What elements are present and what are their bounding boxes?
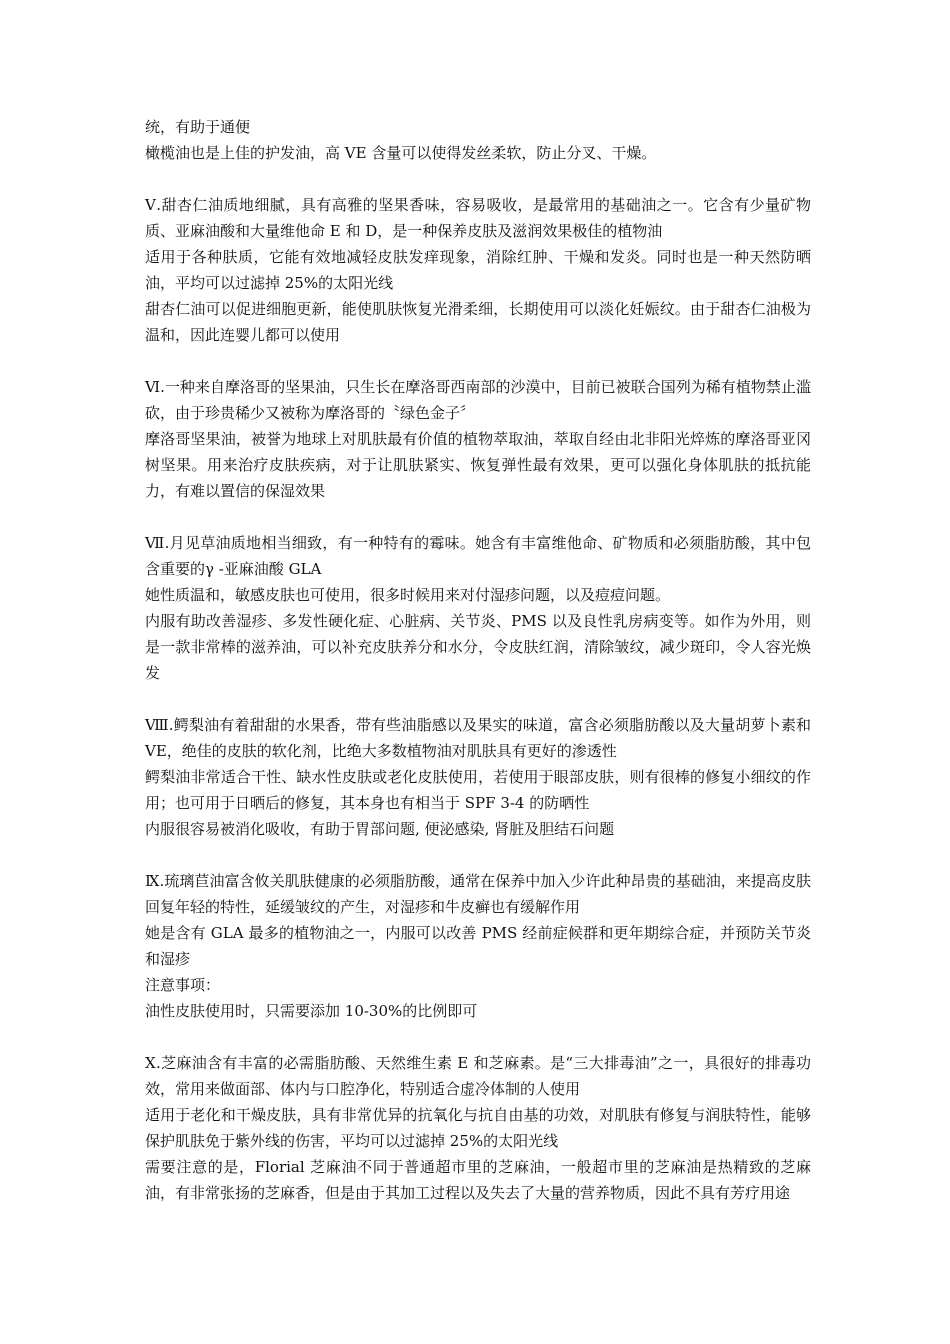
- paragraph: 内服很容易被消化吸收，有助于胃部问题, 便泌感染, 肾脏及胆结石问题: [145, 820, 615, 838]
- paragraph: Ⅷ.鳄梨油有着甜甜的水果香，带有些油脂感以及果实的味道，富含必须脂肪酸以及大量胡萝卜素和 VE，绝佳的皮肤的软化剂，比绝大多数植物油对肌肤具有更好的渗透性: [145, 716, 811, 760]
- paragraph: 适用于老化和干燥皮肤，具有非常优异的抗氧化与抗自由基的功效，对肌肤有修复与润肤特性，能够保护肌肤免于紫外线的伤害，平均可以过滤掉 25%的太阳光线: [145, 1106, 811, 1150]
- paragraph: 需要注意的是，Florial 芝麻油不同于普通超市里的芝麻油，一般超市里的芝麻油是热精致的芝麻油，有非常张扬的芝麻香，但是由于其加工过程以及失去了大量的营养物质，因此不具有芳疗用途: [145, 1158, 811, 1202]
- paragraph: Ⅹ.芝麻油含有丰富的必需脂肪酸、天然维生素 E 和芝麻素。是“三大排毒油”之一，具很好的排毒功效，常用来做面部、体内与口腔净化，特别适合虚冷体制的人使用: [145, 1054, 811, 1098]
- section-olive-oil-continued: [145, 114, 811, 166]
- section-evening-primrose-oil: [145, 530, 811, 686]
- paragraph: Ⅶ.月见草油质地相当细致，有一种特有的霉味。她含有丰富维他命、矿物质和必须脂肪酸，其中包含重要的γ -亚麻油酸 GLA: [145, 534, 811, 578]
- paragraph: 摩洛哥坚果油，被誉为地球上对肌肤最有价值的植物萃取油，萃取自经由北非阳光焠炼的摩洛哥亚冈树坚果。用来治疗皮肤疾病，对于让肌肤紧实、恢复弹性最有效果，更可以强化身体肌肤的抵抗能力，有难以置信的保湿效果: [145, 430, 811, 500]
- paragraph: 油性皮肤使用时，只需要添加 10-30%的比例即可: [145, 1002, 478, 1020]
- paragraph: 她是含有 GLA 最多的植物油之一，内服可以改善 PMS 经前症候群和更年期综合症，并预防关节炎和湿疹: [145, 924, 811, 968]
- section-sweet-almond-oil: [145, 192, 811, 348]
- paragraph: 橄榄油也是上佳的护发油，高 VE 含量可以使得发丝柔软，防止分叉、干燥。: [145, 144, 657, 162]
- paragraph: 统，有助于通便: [145, 118, 251, 136]
- section-avocado-oil: [145, 712, 811, 842]
- section-sesame-oil: [145, 1050, 811, 1206]
- notice-heading: 注意事项：: [145, 976, 221, 994]
- paragraph: 适用于各种肤质，它能有效地减轻皮肤发痒现象，消除红肿、干燥和发炎。同时也是一种天然防晒油，平均可以过滤掉 25%的太阳光线: [145, 248, 811, 292]
- paragraph: Ⅸ.琉璃苣油富含攸关肌肤健康的必须脂肪酸，通常在保养中加入少许此种昂贵的基础油，来提高皮肤回复年轻的特性，延缓皱纹的产生，对湿疹和牛皮癣也有缓解作用: [145, 872, 811, 916]
- document-body: [145, 114, 811, 1232]
- paragraph: Ⅴ.甜杏仁油质地细腻，具有高雅的坚果香味，容易吸收，是最常用的基础油之一。它含有少量矿物质、亚麻油酸和大量维他命 E 和 D，是一种保养皮肤及滋润效果极佳的植物油: [145, 196, 811, 240]
- paragraph: 鳄梨油非常适合干性、缺水性皮肤或老化皮肤使用，若使用于眼部皮肤，则有很棒的修复小细纹的作用；也可用于日晒后的修复，其本身也有相当于 SPF 3-4 的防晒性: [145, 768, 811, 812]
- section-argan-oil: [145, 374, 811, 504]
- paragraph: 她性质温和，敏感皮肤也可使用，很多时候用来对付湿疹问题，以及痘痘问题。: [145, 586, 671, 604]
- paragraph: 甜杏仁油可以促进细胞更新，能使肌肤恢复光滑柔细，长期使用可以淡化妊娠纹。由于甜杏仁油极为温和，因此连婴儿都可以使用: [145, 300, 811, 344]
- paragraph: Ⅵ.一种来自摩洛哥的坚果油，只生长在摩洛哥西南部的沙漠中，目前已被联合国列为稀有植物禁止滥砍，由于珍贵稀少又被称为摩洛哥的〝绿色金子〞: [145, 378, 811, 422]
- paragraph: 内服有助改善湿疹、多发性硬化症、心脏病、关节炎、PMS 以及良性乳房病变等。如作为外用，则是一款非常棒的滋养油，可以补充皮肤养分和水分，令皮肤红润，清除皱纹，减少斑印，令人容光焕发: [145, 612, 811, 682]
- section-borage-oil: [145, 868, 811, 1024]
